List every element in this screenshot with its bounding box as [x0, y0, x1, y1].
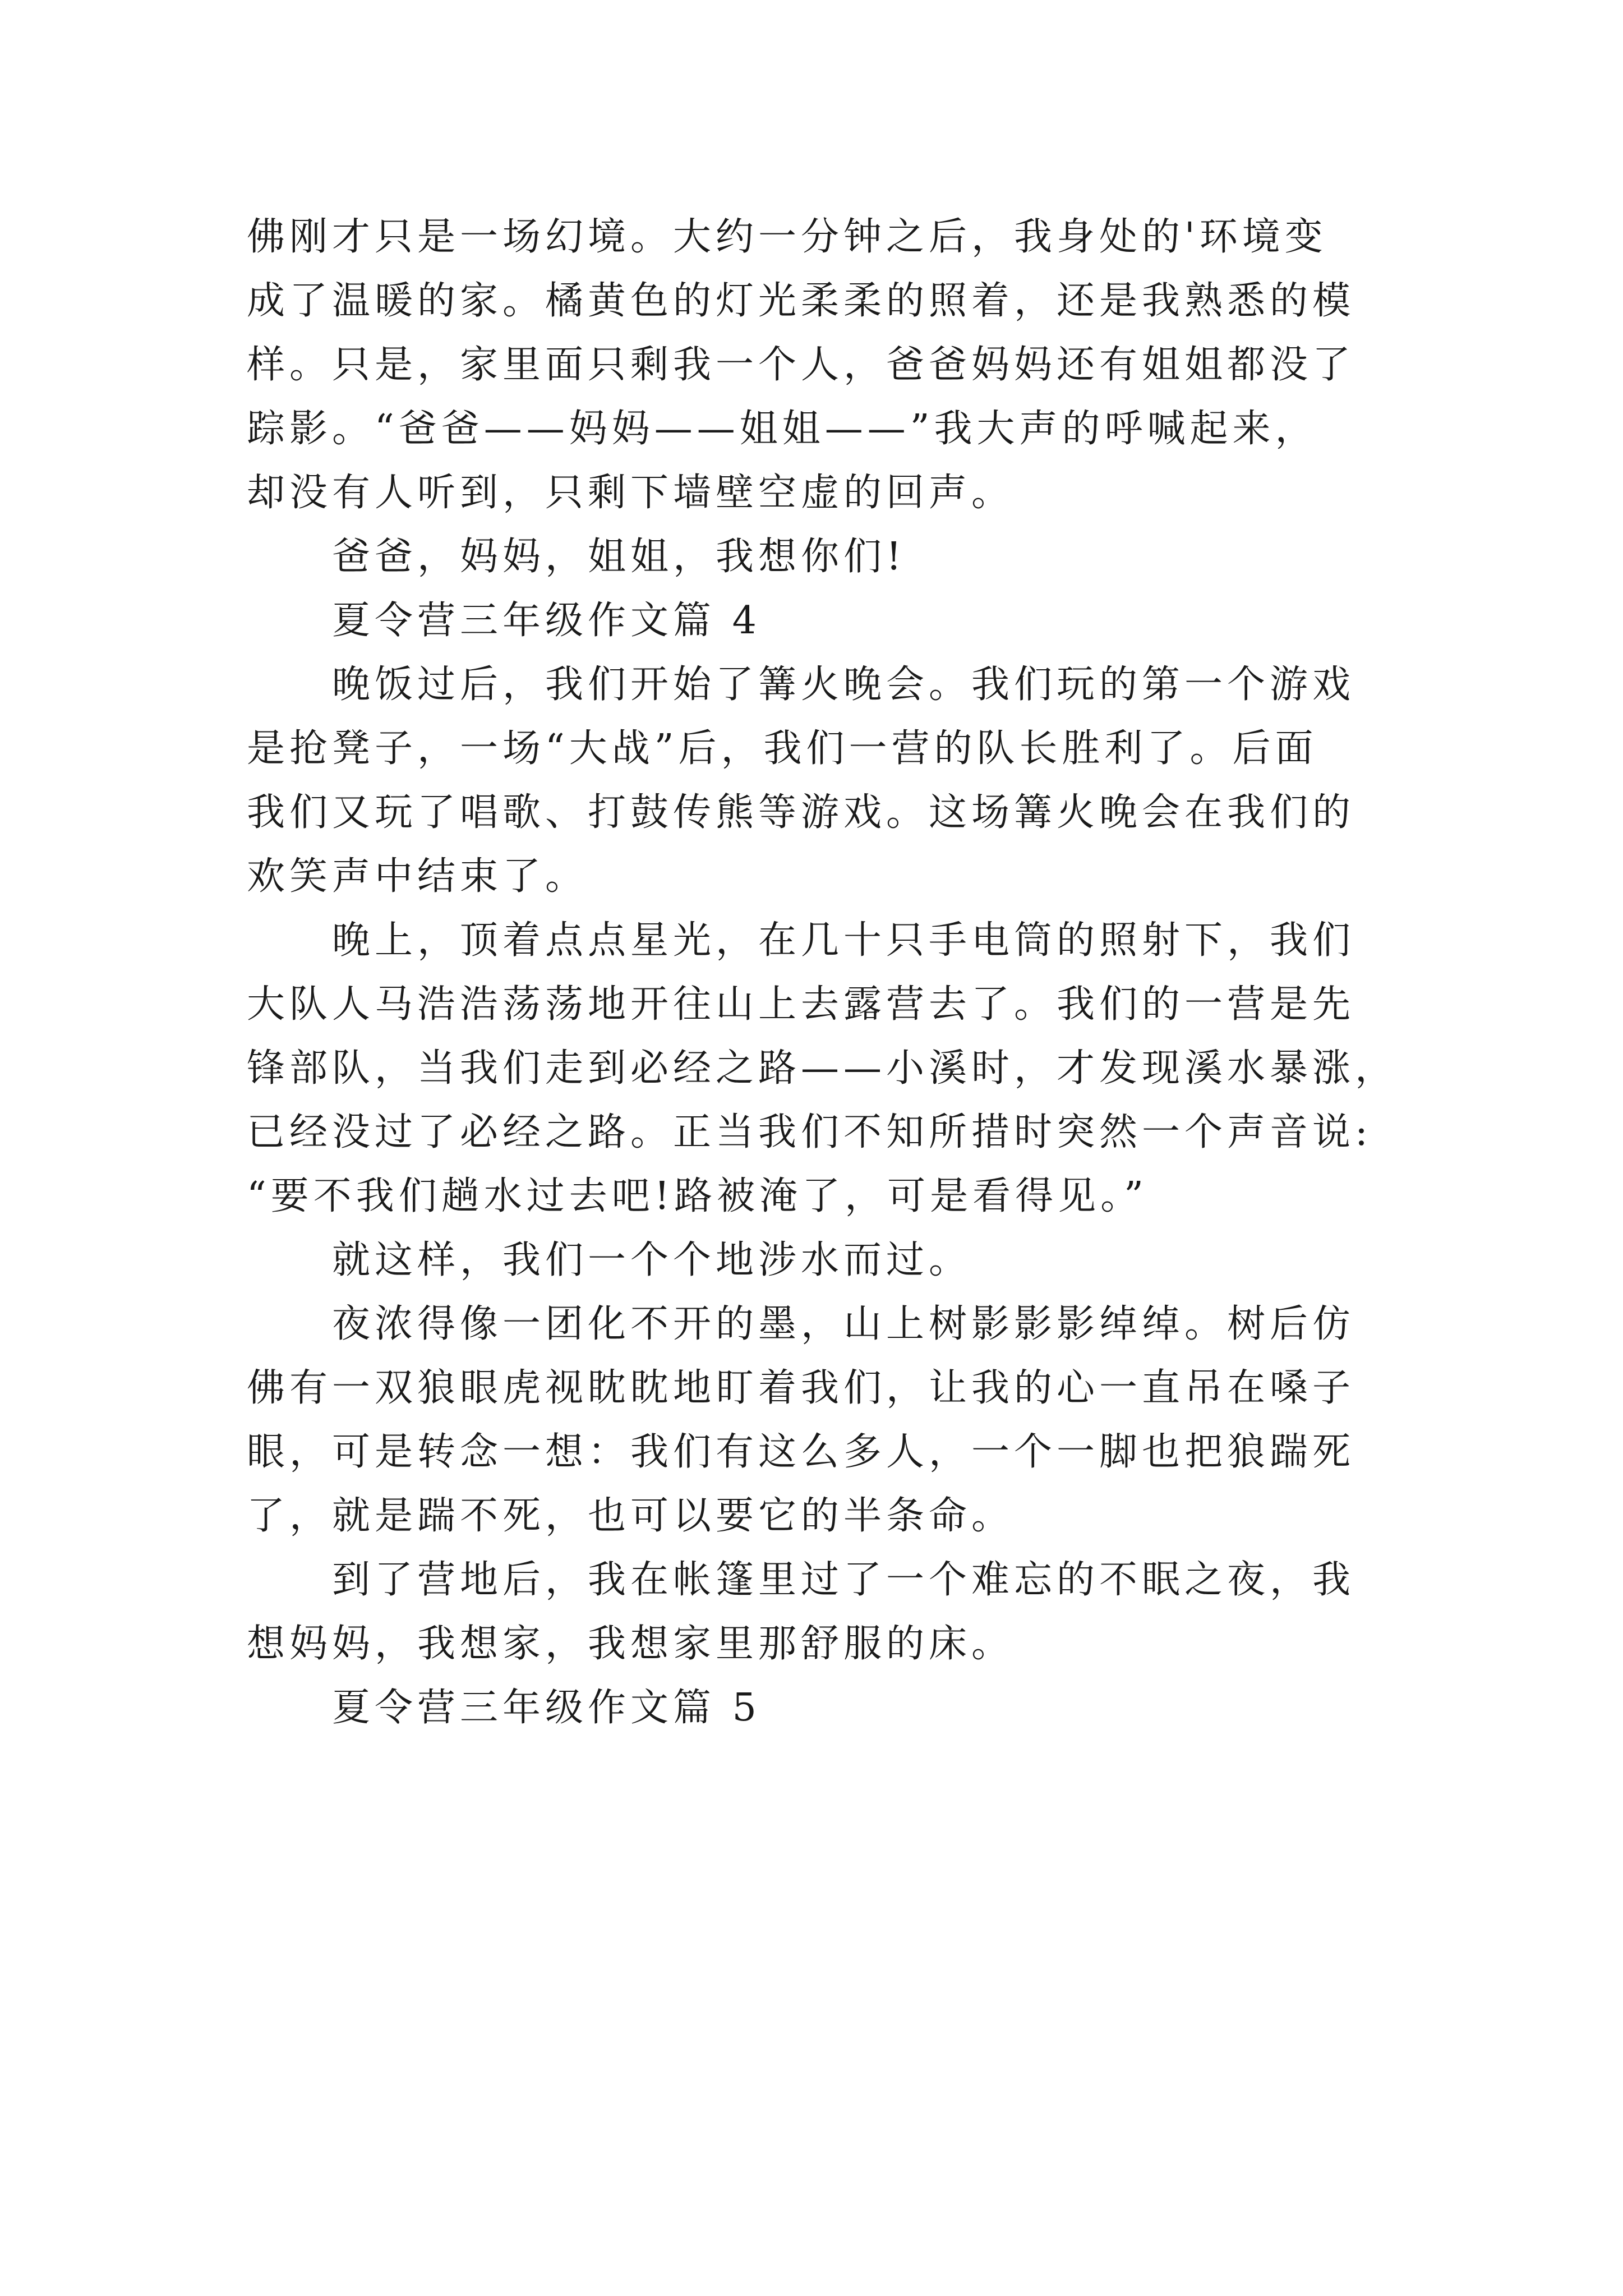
- text-line: 晚上，顶着点点星光，在几十只手电筒的照射下，我们: [332, 918, 1355, 963]
- text-line: 佛有一双狼眼虎视眈眈地盯着我们，让我的心一直吊在嗓子: [247, 1366, 1355, 1410]
- text-line: 锋部队，当我们走到必经之路——小溪时，才发现溪水暴涨，: [247, 1046, 1398, 1091]
- section-heading: 夏令营三年级作文篇 4: [332, 599, 761, 643]
- text-line: 我们又玩了唱歌、打鼓传熊等游戏。这场篝火晚会在我们的: [247, 790, 1355, 835]
- text-line: 是抢凳子，一场“大战”后，我们一营的队长胜利了。后面: [247, 726, 1318, 771]
- text-line: 成了温暖的家。橘黄色的灯光柔柔的照着，还是我熟悉的模: [247, 279, 1355, 323]
- text-line: 夜浓得像一团化不开的墨，山上树影影影绰绰。树后仿: [332, 1302, 1355, 1346]
- text-line: “要不我们趟水过去吧!路被淹了，可是看得见。”: [247, 1174, 1148, 1218]
- text-line: 晚饭过后，我们开始了篝火晚会。我们玩的第一个游戏: [332, 662, 1355, 707]
- text-line: 想妈妈，我想家，我想家里那舒服的床。: [247, 1622, 1015, 1666]
- section-heading: 夏令营三年级作文篇 5: [332, 1686, 761, 1730]
- text-line: 了，就是踹不死，也可以要它的半条命。: [247, 1494, 1015, 1538]
- text-line: 眼，可是转念一想：我们有这么多人，一个一脚也把狼踹死: [247, 1430, 1355, 1474]
- text-line: 欢笑声中结束了。: [247, 854, 588, 899]
- text-line: 就这样，我们一个个地涉水而过。: [332, 1238, 972, 1282]
- text-line: 样。只是，家里面只剩我一个人，爸爸妈妈还有姐姐都没了: [247, 343, 1355, 387]
- document-body: [247, 205, 1398, 1740]
- text-line: 大队人马浩浩荡荡地开往山上去露营去了。我们的一营是先: [247, 982, 1355, 1027]
- text-line: 爸爸，妈妈，姐姐，我想你们!: [332, 535, 906, 579]
- text-line: 到了营地后，我在帐篷里过了一个难忘的不眠之夜，我: [332, 1558, 1355, 1602]
- text-line: 却没有人听到，只剩下墙壁空虚的回声。: [247, 471, 1015, 515]
- text-line: 佛刚才只是一场幻境。大约一分钟之后，我身处的'环境变: [247, 215, 1327, 259]
- text-line: 踪影。“爸爸——妈妈——姐姐——”我大声的呼喊起来，: [247, 407, 1318, 451]
- text-line: 已经没过了必经之路。正当我们不知所措时突然一个声音说:: [247, 1110, 1372, 1154]
